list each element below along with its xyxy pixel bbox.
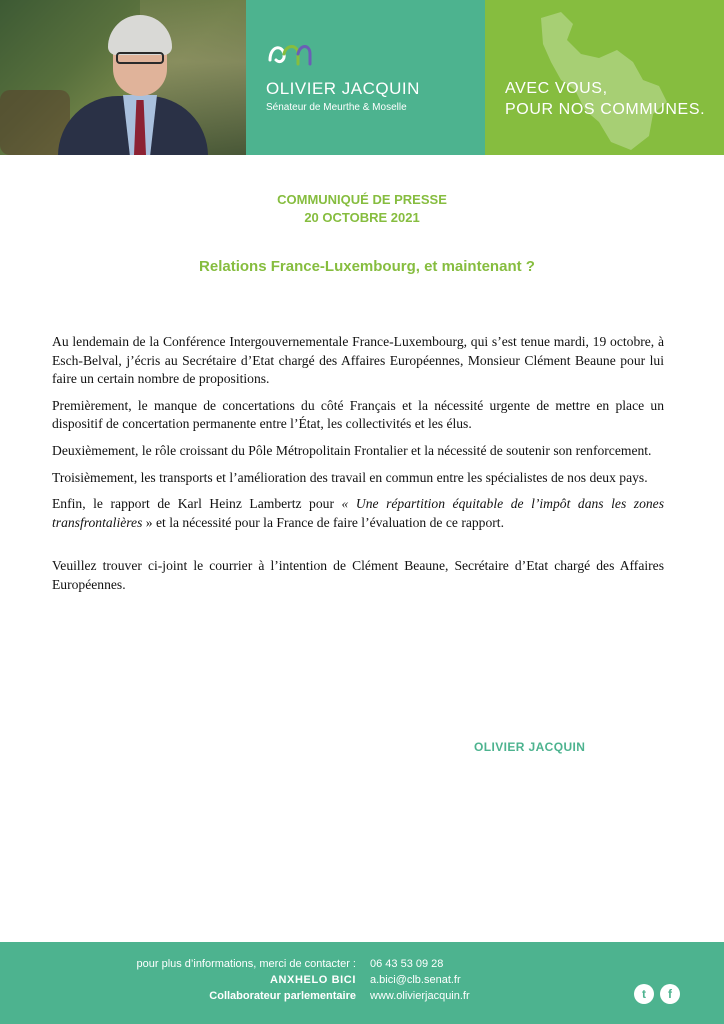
- press-release-body: [52, 333, 664, 603]
- contact-phone[interactable]: 06 43 53 09 28: [370, 958, 444, 970]
- om-monogram-icon: [266, 40, 314, 68]
- header-banner: [0, 0, 724, 155]
- paragraph-6: Veuillez trouver ci-joint le courrier à l’intention de Clément Beaune, Secrétaire d’Etat chargé des Affaires Européennes.: [52, 558, 664, 592]
- footer-contact-details: [370, 956, 470, 1004]
- slogan-line-2: POUR NOS COMMUNES.: [505, 101, 706, 118]
- slogan-line-1: AVEC VOUS,: [505, 80, 608, 97]
- senator-name: OLIVIER JACQUIN: [266, 79, 420, 98]
- twitter-icon[interactable]: t: [634, 984, 654, 1004]
- paragraph-4: Troisièmement, les transports et l’amélioration des travail en commun entre les spécialistes de nos deux pays.: [52, 469, 648, 485]
- paragraph-5-end: » et la nécessité pour la France de faire l’évaluation de ce rapport.: [142, 514, 504, 530]
- press-release-label: COMMUNIQUÉ DE PRESSE: [277, 192, 447, 207]
- signature: OLIVIER JACQUIN: [474, 740, 586, 754]
- info-label: pour plus d’informations, merci de contacter :: [136, 958, 356, 970]
- facebook-icon[interactable]: f: [660, 984, 680, 1004]
- senator-title: Sénateur de Meurthe & Moselle: [266, 102, 407, 113]
- report-title-quote: « Une répartition équitable de l’impôt dans les zones transfrontalières: [52, 496, 665, 530]
- contact-role: Collaborateur parlementaire: [209, 990, 356, 1002]
- paragraph-1: Au lendemain de la Conférence Intergouvernementale France-Luxembourg, qui s’est tenue mardi, 19 octobre, à Esch-Belval, j’écris au Secrétaire d’Etat chargé des Affaires Européennes, Monsieur Clément Beaune pour lui faire un certain nombre de propositions.: [52, 334, 664, 387]
- footer-contact-block: [137, 956, 357, 1004]
- paragraph-2: Premièrement, le manque de concertations du côté Français et la nécessité urgente de mettre en place un dispositif de concertation permanente entre l’État, les collectivités et les élus.: [52, 397, 664, 432]
- paragraph-3: Deuxièmement, le rôle croissant du Pôle Métropolitain Frontalier et la nécessité de soutenir son renforcement.: [52, 442, 652, 458]
- contact-email[interactable]: a.bici@clb.senat.fr: [370, 974, 461, 986]
- press-release-headline: Relations France-Luxembourg, et maintenant ?: [199, 258, 535, 275]
- press-release-date: 20 OCTOBRE 2021: [304, 210, 420, 225]
- slogan-panel: [485, 0, 724, 155]
- slogan-text: [505, 78, 705, 120]
- identity-panel: [246, 0, 485, 155]
- website-link[interactable]: www.olivierjacquin.fr: [370, 990, 470, 1002]
- paragraph-5: [52, 495, 664, 532]
- senator-portrait: [0, 0, 246, 155]
- footer: [0, 942, 724, 1024]
- paragraph-5-start: Enfin, le rapport de Karl Heinz Lambertz pour: [52, 496, 342, 512]
- contact-name: ANXHELO BICI: [269, 974, 356, 986]
